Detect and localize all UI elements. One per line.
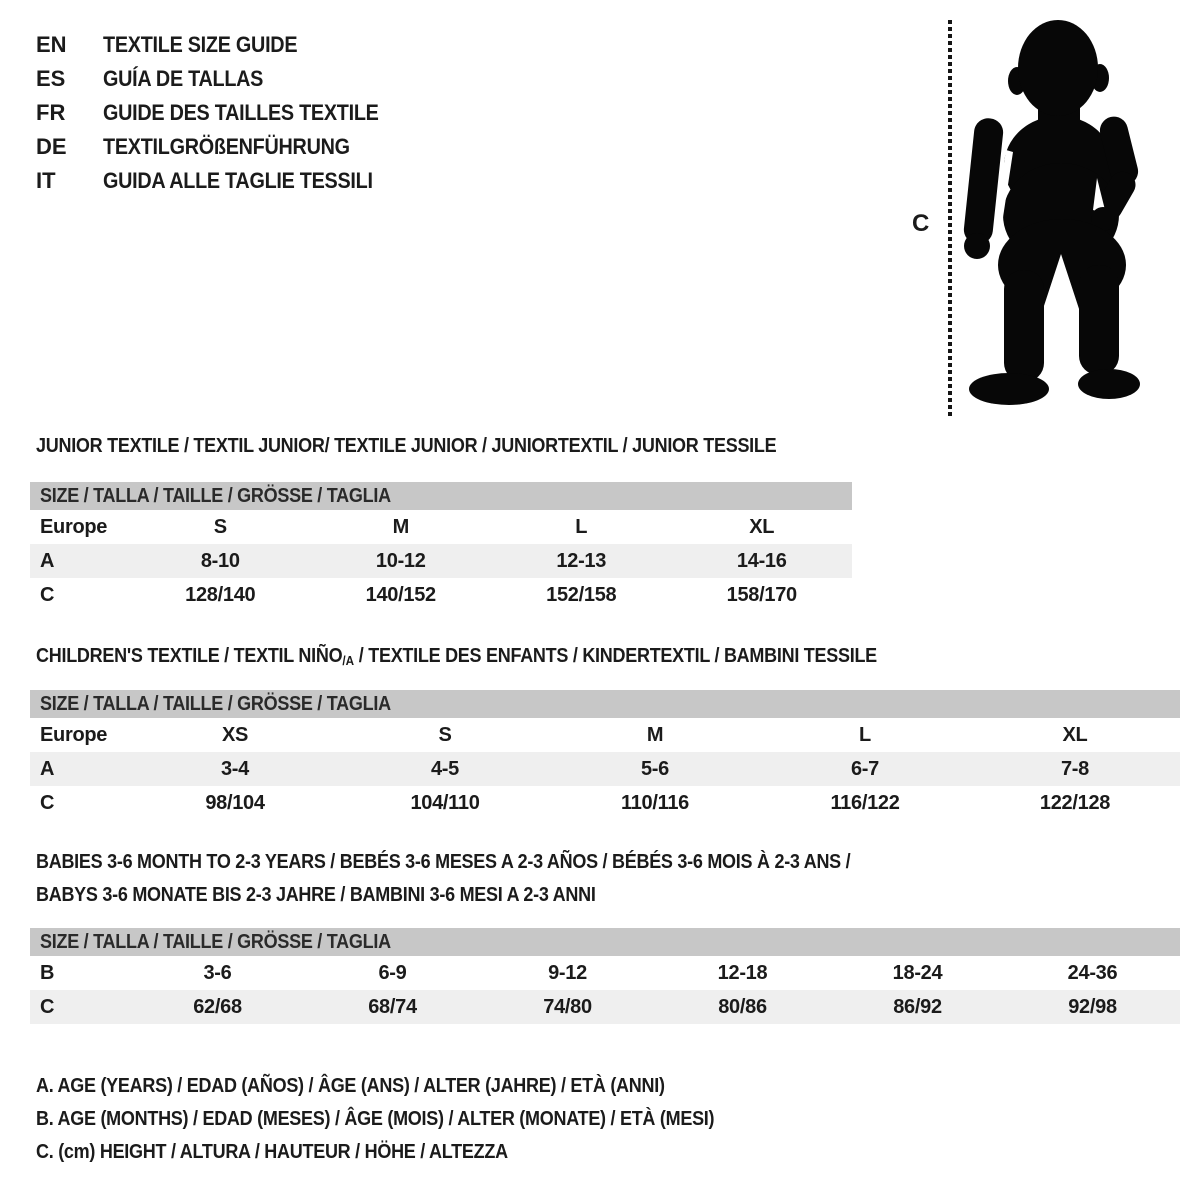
table-row-height: C 62/68 68/74 74/80 80/86 86/92 92/98 (30, 990, 1180, 1024)
junior-section-title: JUNIOR TEXTILE / TEXTIL JUNIOR/ TEXTILE JUNIOR / JUNIORTEXTIL / JUNIOR TESSILE (36, 435, 777, 457)
table-row-height: C 98/104 104/110 110/116 116/122 122/128 (40, 792, 1111, 814)
size-header-bar: SIZE / TALLA / TAILLE / GRÖSSE / TAGLIA (30, 928, 1180, 956)
guide-title-de: TEXTILGRÖßENFÜHRUNG (103, 134, 350, 159)
legend-line-c: C. (cm) HEIGHT / ALTURA / HAUTEUR / HÖHE / ALTEZZA (36, 1141, 508, 1163)
guide-title-es: GUÍA DE TALLAS (103, 66, 264, 91)
lang-code: IT (36, 168, 56, 193)
babies-section-title-line2: BABYS 3-6 MONATE BIS 2-3 JAHRE / BAMBINI 3-6 MESI A 2-3 ANNI (36, 884, 596, 906)
lang-row-fr (36, 96, 409, 130)
guide-title-en: TEXTILE SIZE GUIDE (103, 32, 298, 57)
children-size-table (30, 690, 1180, 820)
table-row-europe: Europe XS S M L XL (40, 724, 1088, 746)
toddler-silhouette-icon (962, 18, 1140, 422)
table-row-age-months: B 3-6 6-9 9-12 12-18 18-24 24-36 (40, 962, 1118, 984)
babies-section-title-line1: BABIES 3-6 MONTH TO 2-3 YEARS / BEBÉS 3-6 MESES A 2-3 AÑOS / BÉBÉS 3-6 MOIS À 2-3 ANS / (36, 851, 851, 873)
lang-code: ES (36, 66, 66, 91)
height-measure-label: C (912, 210, 930, 237)
guide-title-it: GUIDA ALLE TAGLIE TESSILI (103, 168, 373, 193)
babies-size-table (30, 928, 1180, 1024)
lang-row-es (36, 62, 409, 96)
nino-a-subscript: /A (342, 653, 355, 668)
guide-title-fr: GUIDE DES TAILLES TEXTILE (103, 100, 379, 125)
size-header-bar: SIZE / TALLA / TAILLE / GRÖSSE / TAGLIA (30, 482, 852, 510)
lang-row-de (36, 130, 409, 164)
lang-row-en (36, 28, 409, 62)
lang-code: FR (36, 100, 66, 125)
language-title-list (36, 28, 409, 198)
lang-row-it (36, 164, 409, 198)
legend-line-b: B. AGE (MONTHS) / EDAD (MESES) / ÂGE (MOIS) / ALTER (MONATE) / ETÀ (MESI) (36, 1108, 715, 1130)
table-row-age: A 8-10 10-12 12-13 14-16 (30, 544, 852, 578)
lang-code: DE (36, 134, 67, 159)
junior-size-table (30, 482, 852, 612)
children-section-title: CHILDREN'S TEXTILE / TEXTIL NIÑO/A / TEXTILE DES ENFANTS / KINDERTEXTIL / BAMBINI TESSILE (36, 645, 877, 668)
size-header-bar: SIZE / TALLA / TAILLE / GRÖSSE / TAGLIA (30, 690, 1180, 718)
table-row-height: C 128/140 140/152 152/158 158/170 (40, 584, 797, 606)
height-measure-dashed-line (948, 20, 952, 416)
table-row-age: A 3-4 4-5 5-6 6-7 7-8 (30, 752, 1180, 786)
measure-legend (36, 1070, 790, 1169)
legend-line-a: A. AGE (YEARS) / EDAD (AÑOS) / ÂGE (ANS) / ALTER (JAHRE) / ETÀ (ANNI) (36, 1075, 665, 1097)
lang-code: EN (36, 32, 67, 57)
table-row-europe: Europe S M L XL (40, 516, 775, 538)
